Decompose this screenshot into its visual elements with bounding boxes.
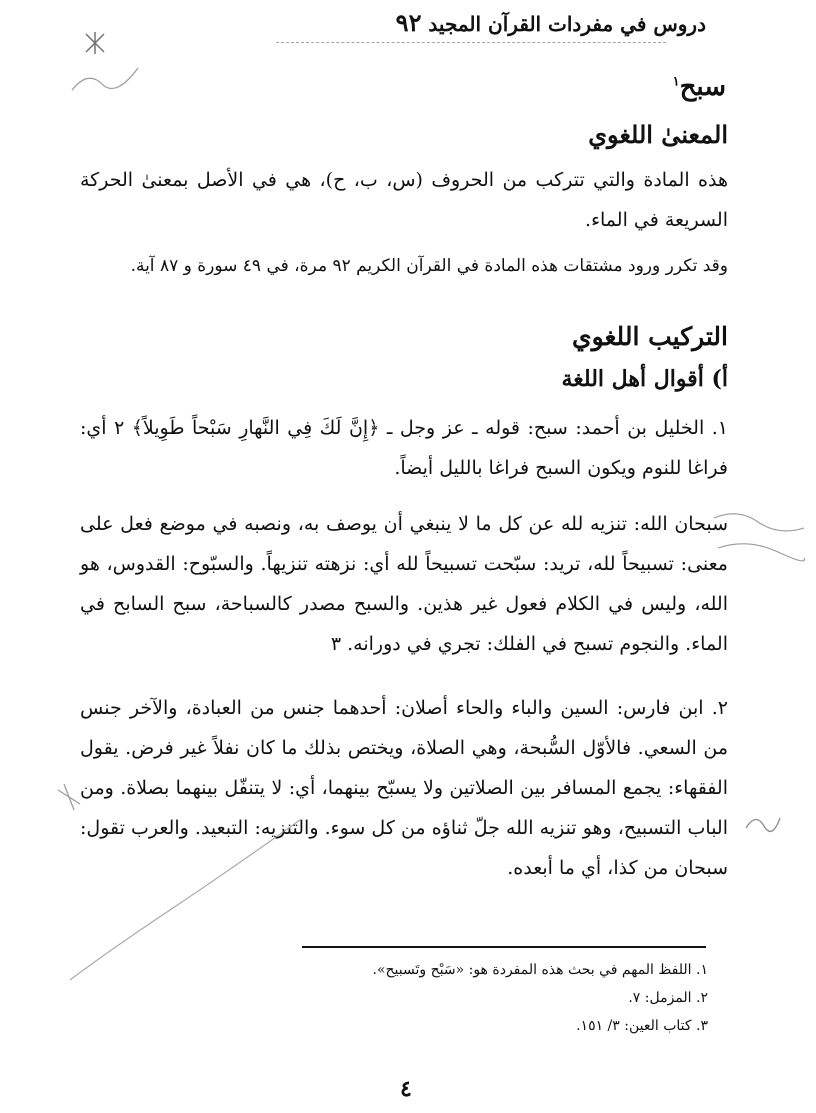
page-signature-mark: ٤ — [400, 1076, 412, 1102]
footnote-1: ١. اللفظ المهم في بحث هذه المفردة هو: «سَبْح وتَسبيح». — [372, 962, 708, 978]
footnote-2: ٢. المزمل: ٧. — [628, 990, 708, 1006]
entry-word: سبح$^١$ — [672, 72, 726, 102]
footnote-ref-1: ١ — [672, 74, 680, 90]
page-number: ٩٢ — [395, 8, 422, 37]
quote-ibn-faris: ٢. ابن فارس: السين والباء والحاء أصلان: أحدهما جنس من العبادة، والآخر جنس من السعي. فالأوّل السُّبحة، وهي الصلاة، ويختص بذلك ما كان نفلاً غير فرض. يقول الفقهاء: يجمع المسافر بين الصلاتين ولا يسبّح بينهما، أي: لا يتنفّل بينهما بصلاة. ومن الباب التسبيح، وهو تنزيه الله جلّ ثناؤه من كل سوء. والتنزيه: التبعيد. والعرب تقول: سبحان من كذا، أي ما أبعده. — [80, 697, 728, 879]
footnote-3: ٣. كتاب العين: ٣/ ١٥١. — [576, 1018, 708, 1034]
handwritten-note-top — [276, 42, 666, 45]
lexical-paragraph: هذه المادة والتي تتركب من الحروف (س، ب، ح)، هي في الأصل بمعنىٰ الحركة السريعة في الماء. — [80, 169, 728, 231]
handwritten-mark-left — [82, 30, 108, 56]
subheading-lexicographers: أ) أقوال أهل اللغة — [561, 366, 728, 392]
heading-lexical-meaning: المعنىٰ اللغوي — [588, 120, 728, 149]
asterisk-mark-icon — [82, 30, 108, 56]
heading-linguistic-structure: التركيب اللغوي — [572, 322, 728, 351]
quote-subhan-allah: سبحان الله: تنزيه لله عن كل ما لا ينبغي أن يوصف به، ونصبه في موضع فعل على معنى: تسبيحاً لله، تريد: سبّحت تسبيحاً لله أي: نزهته تنزيهاً. والسبّوح: القدوس، هو الله، وليس في الكلام فعول غير هذين. والسبح مصدر كالسباحة، سبح السابح في الماء. والنجوم تسبح في الفلك: تجري في دورانه. ٣ — [80, 513, 728, 655]
handwritten-scribble-bottom-left — [50, 760, 310, 1000]
handwritten-mark-right — [742, 808, 782, 838]
running-header — [382, 8, 706, 37]
book-title: دروس في مفردات القرآن المجيد — [428, 12, 706, 36]
handwritten-scribble-left — [68, 60, 148, 100]
frequency-note: وقد تكرر ورود مشتقات هذه المادة في القرآن الكريم ٩٢ مرة، في ٤٩ سورة و ٨٧ آية. — [130, 256, 728, 276]
quote-khalil: ١. الخليل بن أحمد: سبح: قوله ـ عز وجل ـ ﴿إِنَّ لَكَ فِي النَّهارِ سَبْحاً طَوِيلاً﴾ ٢ أي: فراغا للنوم ويكون السبح فراغا بالليل أيضاً. — [80, 417, 728, 479]
footnote-separator — [302, 946, 706, 948]
handwritten-scribble-middle — [708, 508, 808, 568]
